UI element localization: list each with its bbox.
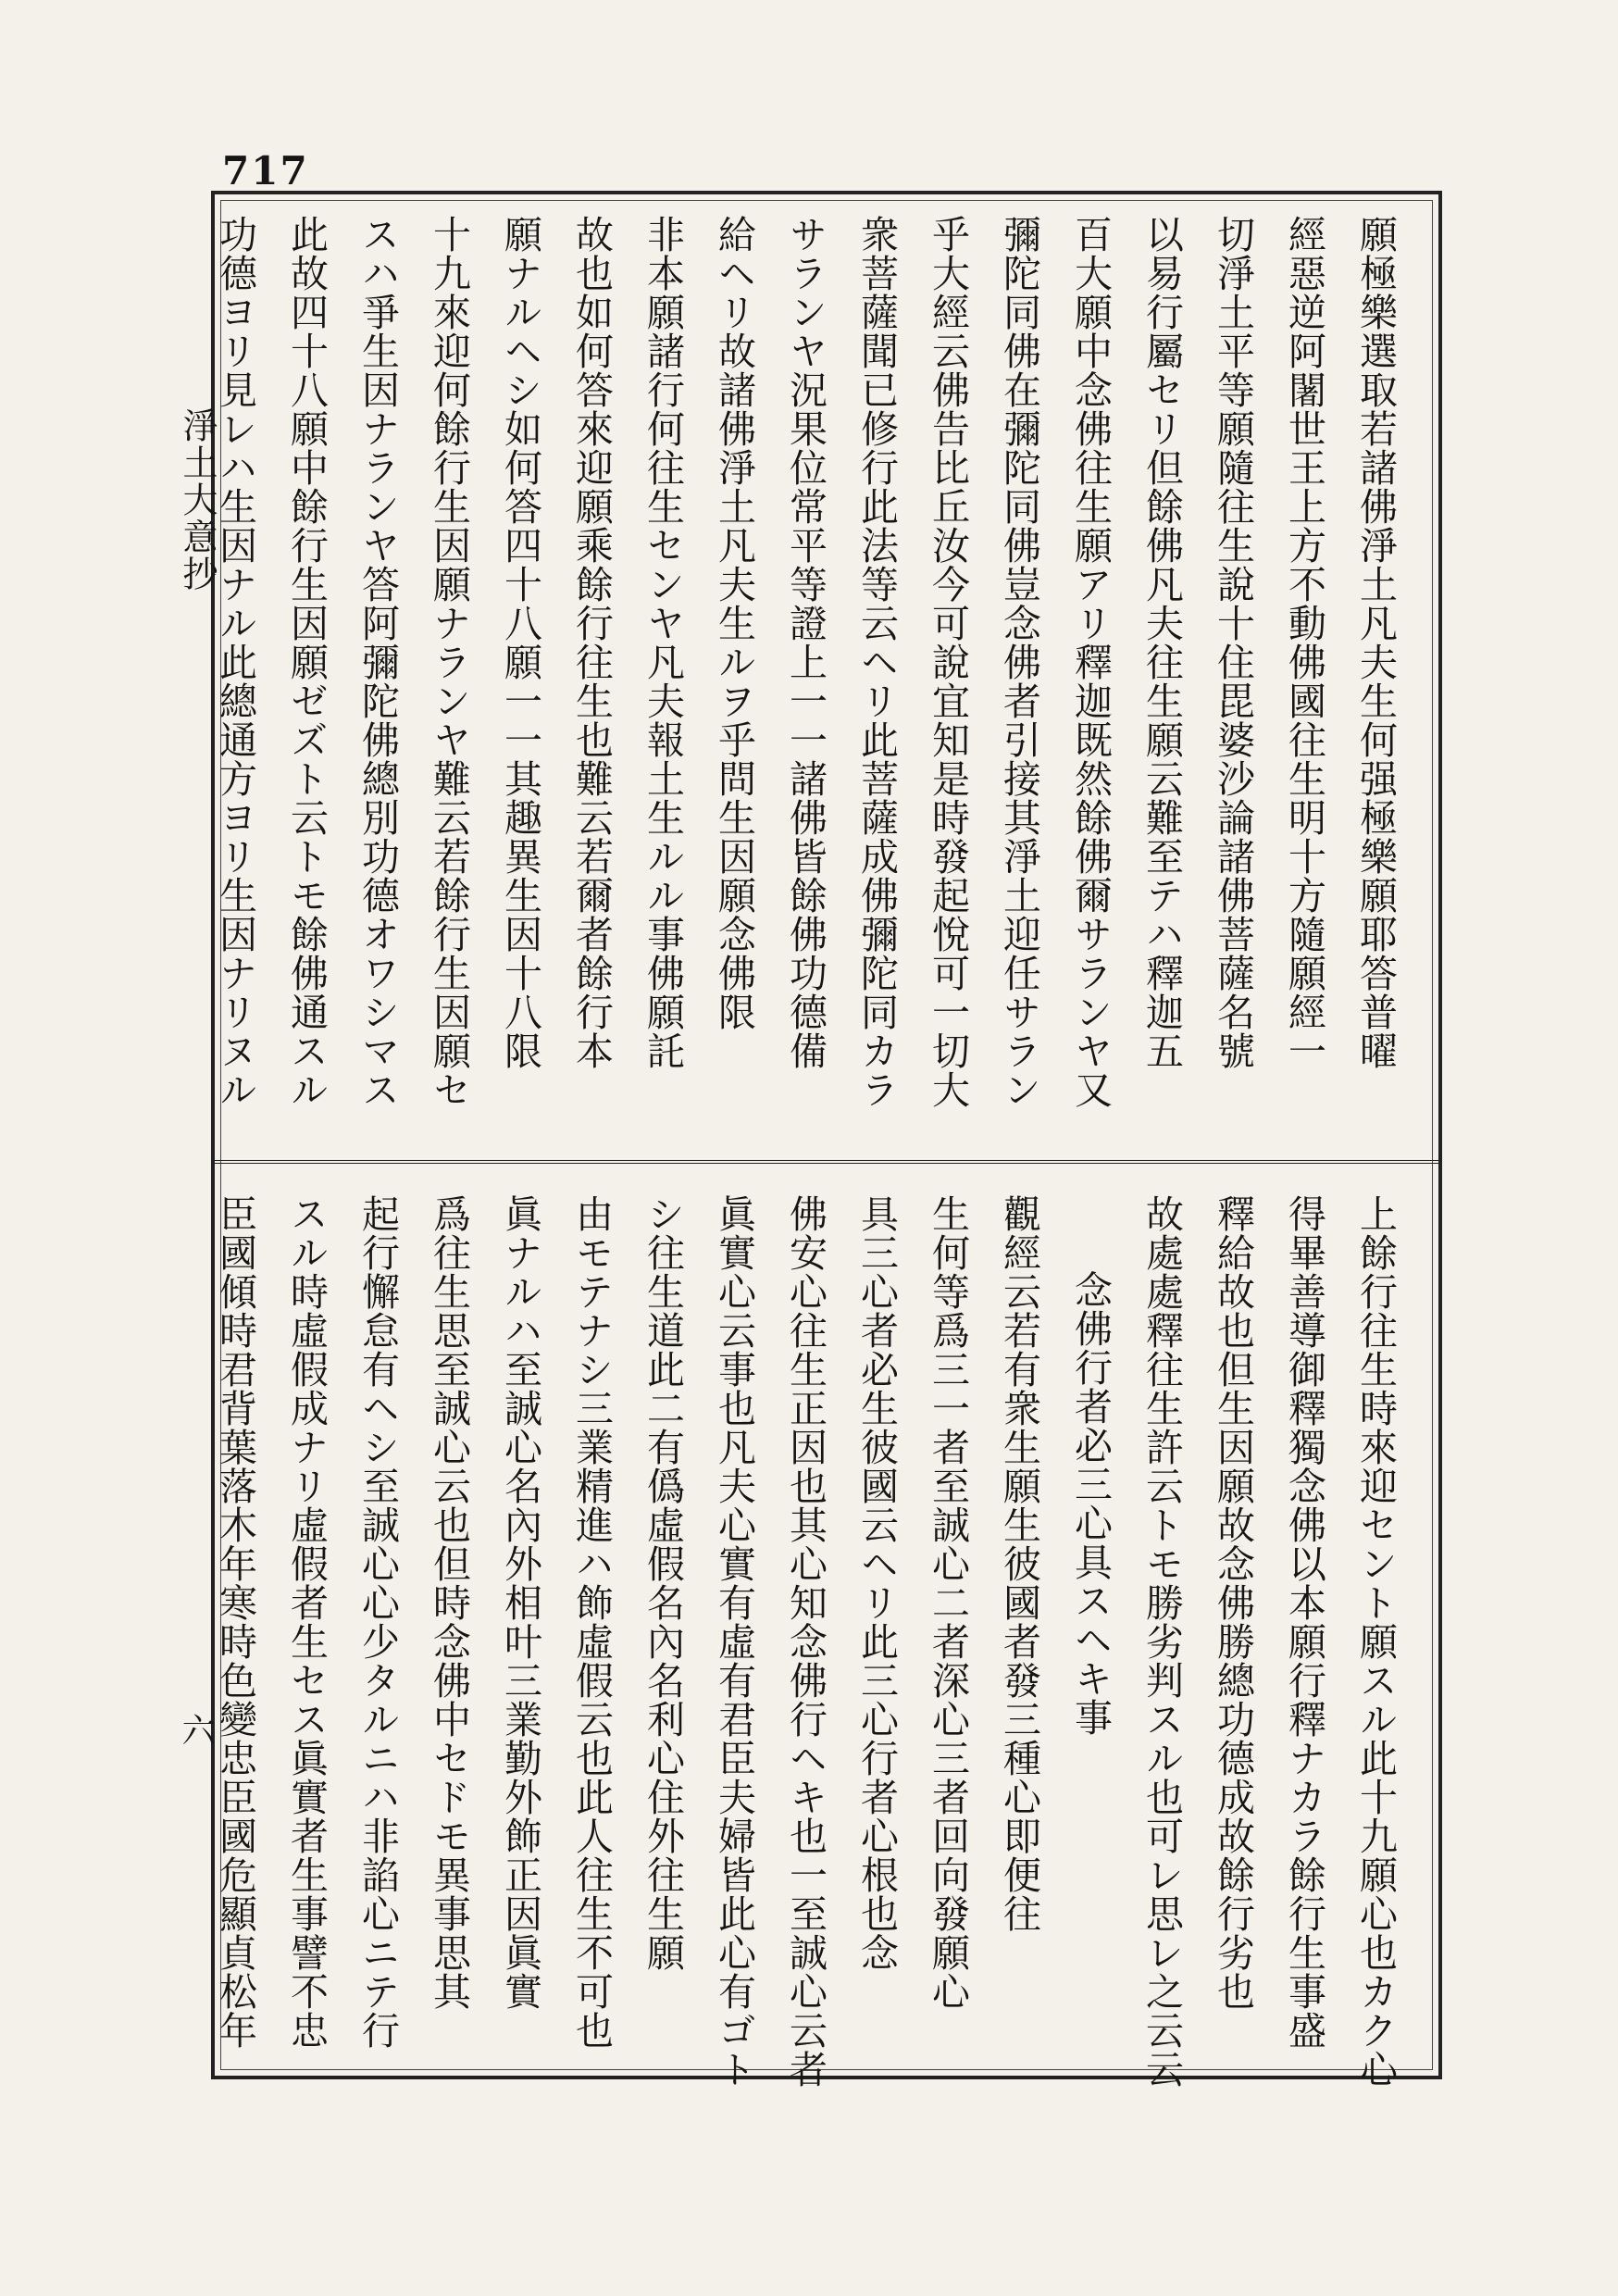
- text-line: 由モテナシ三業精進ハ飾虛假云也此人往生不可也: [569, 1194, 614, 2050]
- folio-number: 六: [177, 1713, 215, 1746]
- text-line: シ往生道此二有僞虛假名內名利心住外往生願: [641, 1194, 685, 1972]
- text-line: 生何等爲三一者至誠心二者深心三者回向發願心: [926, 1194, 970, 2011]
- text-line: 爲往生思至誠心云也但時念佛中セドモ異事思其: [427, 1194, 471, 2011]
- text-line: 十九來迎何餘行生因願ナランヤ難云若餘行生因願セ: [427, 215, 471, 1109]
- text-line: 給ヘリ故諸佛淨土凡夫生ルヲ乎問生因願念佛限: [712, 215, 756, 1031]
- text-line: 故處處釋往生許云トモ勝劣判スル也可レ思レ之云云: [1139, 1194, 1184, 2089]
- text-line: 百大願中念佛往生願アリ釋迦既然餘佛爾サランヤ又: [1068, 215, 1113, 1109]
- text-line: サランヤ況果位常平等證上一一諸佛皆餘佛功德備: [783, 215, 828, 1070]
- text-line: 切淨土平等願隨往生說十住毘婆沙論諸佛菩薩名號: [1211, 215, 1255, 1070]
- section-heading: 念佛行者必三心具スヘキ事: [1068, 1270, 1113, 1737]
- text-line: スル時虛假成ナリ虛假者生セス眞實者生事譬不忠: [284, 1194, 329, 2050]
- lower-text-block: [213, 1194, 1411, 2089]
- text-line: 釋給故也但生因願故念佛勝總功德成故餘行劣也: [1211, 1194, 1255, 2011]
- text-line: 佛安心往生正因也其心知念佛行ヘキ也一至誠心云者: [783, 1194, 828, 2089]
- running-title: 淨土大意抄: [177, 407, 218, 593]
- text-line: 臣國傾時君背葉落木年寒時色變忠臣國危顯貞松年: [213, 1194, 257, 2050]
- text-line: 起行懈怠有ヘシ至誠心心少タルニハ非諂心ニテ行: [355, 1194, 400, 2050]
- text-line: 彌陀同佛在彌陀同佛豈念佛者引接其淨土迎任サラン: [997, 215, 1041, 1109]
- text-line: 功德ヨリ見レハ生因ナル此總通方ヨリ生因ナリヌル: [213, 215, 257, 1109]
- text-line: 眞實心云事也凡夫心實有虛有君臣夫婦皆此心有ゴト: [712, 1194, 756, 2089]
- text-line: 願極樂選取若諸佛淨土凡夫生何强極樂願耶答普曜: [1353, 215, 1398, 1070]
- text-line: 故也如何答來迎願乘餘行往生也難云若爾者餘行本: [569, 215, 614, 1070]
- text-line: 上餘行往生時來迎セント願スル此十九願心也カク心: [1353, 1194, 1398, 2089]
- text-line: 衆菩薩聞已修行此法等云ヘリ此菩薩成佛彌陀同カラ: [854, 215, 899, 1109]
- text-line: 觀經云若有衆生願生彼國者發三種心即便往: [997, 1194, 1041, 1933]
- text-line: 願ナルヘシ如何答四十八願一一其趣異生因十八限: [498, 215, 542, 1070]
- text-line: 得畢善導御釋獨念佛以本願行釋ナカラ餘行生事盛: [1282, 1194, 1326, 2050]
- section-divider: [211, 1160, 1442, 1164]
- page-number: 717: [222, 148, 309, 193]
- upper-text-block: [213, 215, 1411, 1127]
- text-line: 眞ナルハ至誠心名內外相叶三業勤外飾正因眞實: [498, 1194, 542, 2011]
- text-line: 以易行屬セリ但餘佛凡夫往生願云難至テハ釋迦五: [1139, 215, 1184, 1070]
- text-line: 非本願諸行何往生センヤ凡夫報土生ルル事佛願託: [641, 215, 685, 1070]
- text-line: 乎大經云佛告比丘汝今可說宜知是時發起悅可一切大: [926, 215, 970, 1109]
- text-line: スハ爭生因ナランヤ答阿彌陀佛總別功德オワシマス: [355, 215, 400, 1109]
- text-line: 此故四十八願中餘行生因願ゼズト云トモ餘佛通スル: [284, 215, 329, 1109]
- text-line: 經惡逆阿闍世王上方不動佛國往生明十方隨願經一: [1282, 215, 1326, 1070]
- text-line: 具三心者必生彼國云ヘリ此三心行者心根也念: [854, 1194, 899, 1972]
